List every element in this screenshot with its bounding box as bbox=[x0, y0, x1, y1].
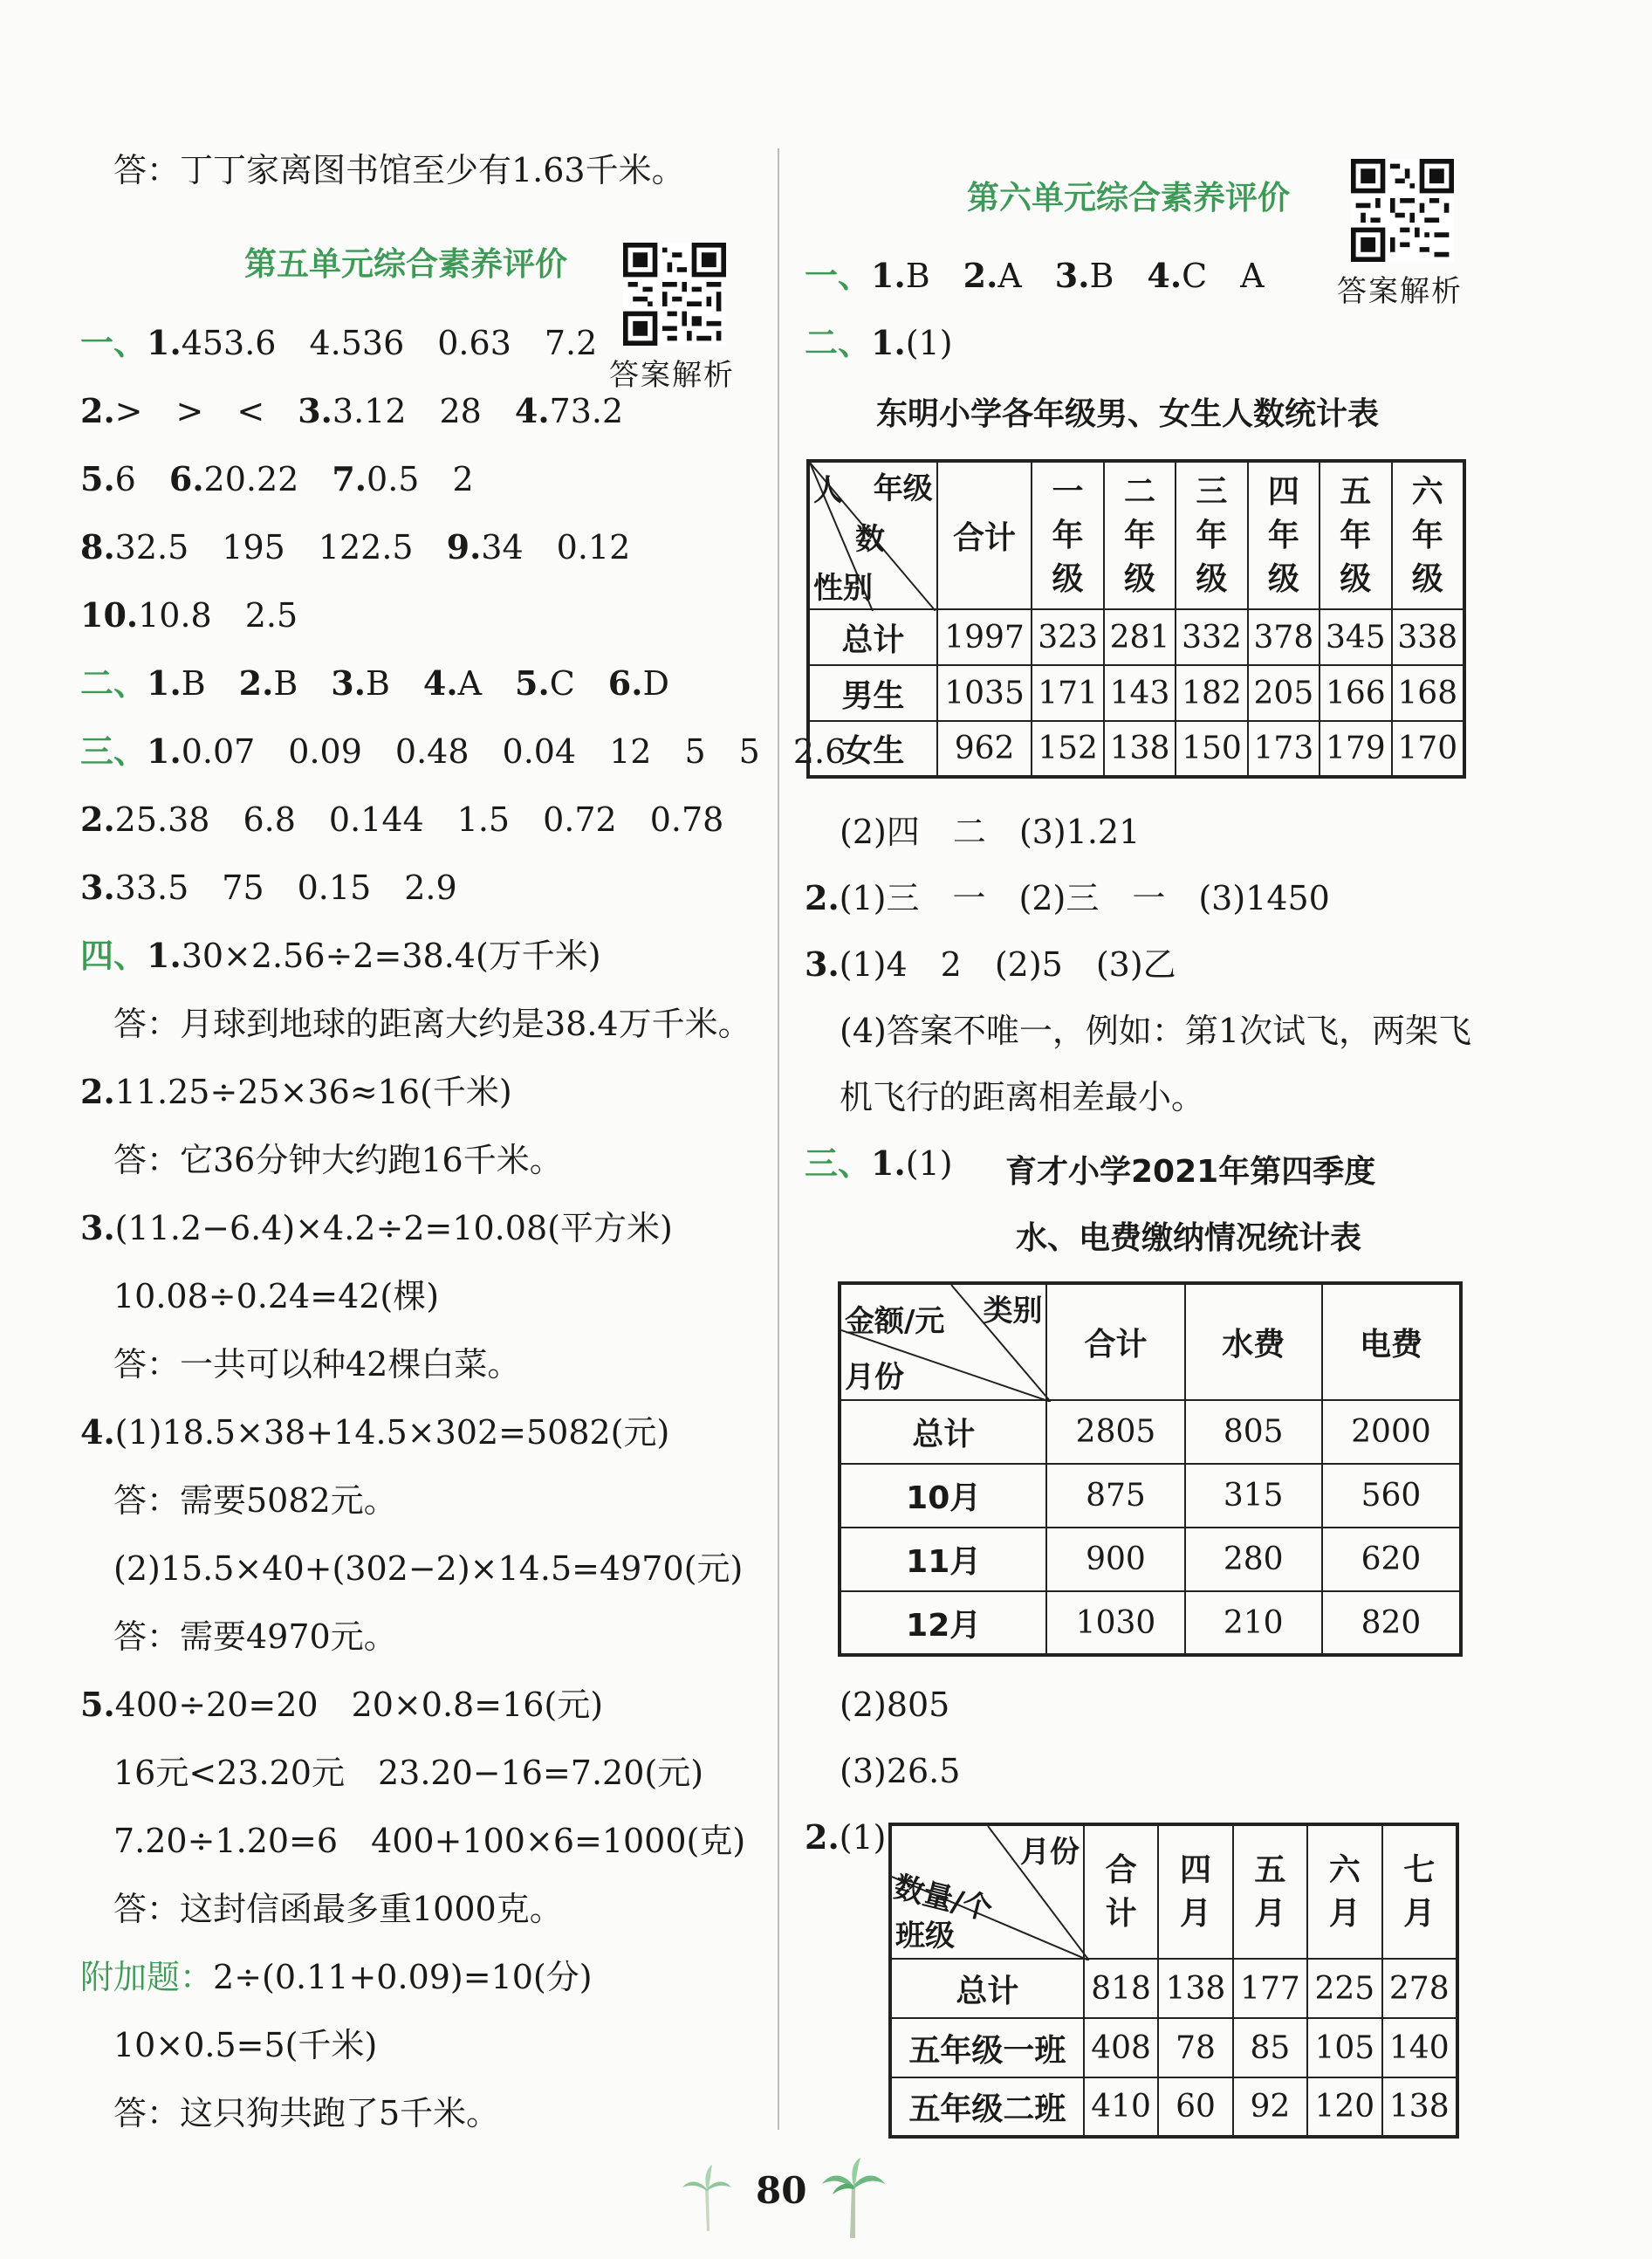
answer-line: 2.11.25÷25×36≈16(千米) bbox=[80, 1072, 512, 1111]
col-header: 四 月 bbox=[1158, 1824, 1232, 1959]
diag-label-bottom: 月份 bbox=[845, 1360, 904, 1395]
row-header: 五年级一班 bbox=[890, 2018, 1084, 2077]
table-row bbox=[808, 609, 1464, 665]
table-row bbox=[840, 1464, 1461, 1528]
col-header: 五 年 级 bbox=[1320, 461, 1391, 609]
table-cell: 280 bbox=[1185, 1528, 1322, 1591]
diag-label-mid2: 数 bbox=[855, 522, 885, 557]
row-header: 男生 bbox=[808, 665, 937, 721]
table-cell: 85 bbox=[1233, 2018, 1307, 2077]
palm-tree-icon bbox=[820, 2156, 887, 2240]
qr-label: 答案解析 bbox=[1337, 274, 1463, 309]
answer-line: 16元<23.20元 23.20−16=7.20(元) bbox=[113, 1754, 704, 1792]
table-cell: 1997 bbox=[937, 609, 1032, 665]
answer-line: 10×0.5=5(千米) bbox=[113, 2026, 378, 2064]
answer-line: 三、1.0.07 0.09 0.48 0.04 12 5 5 2.6 bbox=[80, 731, 847, 771]
answer-line: 2.(1)三 一 (2)三 一 (3)1450 bbox=[805, 878, 1330, 917]
table-cell: 281 bbox=[1104, 609, 1176, 665]
table-cell: 60 bbox=[1158, 2077, 1232, 2137]
table-cell: 138 bbox=[1382, 2077, 1457, 2137]
table-cell: 120 bbox=[1307, 2077, 1381, 2137]
table-cell: 177 bbox=[1233, 1959, 1307, 2018]
table-cell: 1030 bbox=[1046, 1591, 1184, 1655]
table-cell: 315 bbox=[1185, 1464, 1322, 1528]
diag-label-top: 年级 bbox=[873, 471, 933, 506]
answer-line: 二、1.(1) bbox=[805, 323, 953, 362]
col-header: 合 计 bbox=[1084, 1824, 1158, 1959]
table-cell: 173 bbox=[1248, 721, 1320, 777]
answer-line: 答：这封信函最多重1000克。 bbox=[113, 1890, 563, 1928]
answer-line: 机飞行的距离相差最小。 bbox=[840, 1078, 1205, 1116]
table-cell: 900 bbox=[1046, 1528, 1184, 1591]
answer-line: 四、1.30×2.56÷2=38.4(万千米) bbox=[80, 936, 601, 975]
table-cell: 179 bbox=[1320, 721, 1391, 777]
answer-line: 2.> > < 3.3.12 28 4.73.2 bbox=[80, 391, 624, 430]
table-cell: 92 bbox=[1233, 2077, 1307, 2137]
table-cell: 182 bbox=[1176, 665, 1247, 721]
table-cell: 820 bbox=[1322, 1591, 1461, 1655]
answer-line: (2)15.5×40+(302−2)×14.5=4970(元) bbox=[113, 1549, 744, 1588]
table-cell: 205 bbox=[1248, 665, 1320, 721]
answer-line: 三、1.(1) bbox=[805, 1143, 953, 1183]
unit6-title: 第六单元综合素养评价 bbox=[967, 179, 1290, 216]
row-header: 总计 bbox=[840, 1400, 1046, 1464]
table-cell: 408 bbox=[1084, 2018, 1158, 2077]
table-cell: 2805 bbox=[1046, 1400, 1184, 1464]
col-header: 合计 bbox=[937, 461, 1032, 609]
col-header: 合计 bbox=[1046, 1283, 1184, 1400]
table-cell: 805 bbox=[1185, 1400, 1322, 1464]
answer-line: 4.(1)18.5×38+14.5×302=5082(元) bbox=[80, 1412, 670, 1452]
diag-label-bottom: 班级 bbox=[895, 1919, 955, 1953]
answer-line: 附加题：2÷(0.11+0.09)=10(分) bbox=[80, 1958, 593, 1996]
answer-line: 3.(11.2−6.4)×4.2÷2=10.08(平方米) bbox=[80, 1208, 673, 1247]
palm-tree-icon bbox=[681, 2163, 733, 2233]
table-cell: 166 bbox=[1320, 665, 1391, 721]
diag-label-mid: 数量/个 bbox=[890, 1869, 997, 1928]
col-header: 电费 bbox=[1322, 1283, 1461, 1400]
table-cell: 105 bbox=[1307, 2018, 1381, 2077]
answer-line: 答：需要4970元。 bbox=[113, 1617, 397, 1656]
grade-gender-table bbox=[806, 459, 1466, 779]
table-cell: 332 bbox=[1176, 609, 1247, 665]
table-cell: 410 bbox=[1084, 2077, 1158, 2137]
table-cell: 210 bbox=[1185, 1591, 1322, 1655]
diagonal-header-cell bbox=[890, 1824, 1084, 1959]
answer-line: 10.08÷0.24=42(棵) bbox=[113, 1277, 440, 1315]
answer-line: (2)四 二 (3)1.21 bbox=[840, 813, 1141, 851]
qr-code-icon bbox=[623, 243, 726, 346]
diag-label-mid1: 人 bbox=[813, 473, 843, 508]
page-number: 80 bbox=[756, 2169, 807, 2212]
col-header: 二 年 级 bbox=[1104, 461, 1176, 609]
table-cell: 143 bbox=[1104, 665, 1176, 721]
table-row bbox=[890, 2077, 1457, 2137]
answer-line: 答：丁丁家离图书馆至少有1.63千米。 bbox=[113, 151, 685, 189]
answer-line: 答：一共可以种42棵白菜。 bbox=[113, 1345, 521, 1384]
answer-line: 答：它36分钟大约跑16千米。 bbox=[113, 1141, 563, 1179]
answer-line: 5.6 6.20.22 7.0.5 2 bbox=[80, 459, 474, 498]
answer-line: 5.400÷20=20 20×0.8=16(元) bbox=[80, 1685, 604, 1724]
answer-line: 答：这只狗共跑了5千米。 bbox=[113, 2094, 500, 2132]
table-cell: 875 bbox=[1046, 1464, 1184, 1528]
answer-line: 7.20÷1.20=6 400+100×6=1000(克) bbox=[113, 1822, 746, 1860]
class-month-table bbox=[888, 1823, 1459, 2139]
answer-line: 答：需要5082元。 bbox=[113, 1481, 397, 1520]
table2-title: 水、电费缴纳情况统计表 bbox=[1016, 1220, 1362, 1256]
table-cell: 962 bbox=[937, 721, 1032, 777]
table-cell: 338 bbox=[1392, 609, 1464, 665]
row-header: 总计 bbox=[808, 609, 937, 665]
table2-title: 育才小学2021年第四季度 bbox=[1005, 1154, 1376, 1190]
row-header: 总计 bbox=[890, 1959, 1084, 2018]
table-cell: 168 bbox=[1392, 665, 1464, 721]
col-header: 四 年 级 bbox=[1248, 461, 1320, 609]
col-header: 七 月 bbox=[1382, 1824, 1457, 1959]
answer-line: 3.33.5 75 0.15 2.9 bbox=[80, 868, 457, 907]
table-row bbox=[840, 1400, 1461, 1464]
diag-label-bottom: 性别 bbox=[813, 571, 873, 606]
col-header: 五 月 bbox=[1233, 1824, 1307, 1959]
table-row bbox=[840, 1591, 1461, 1655]
table-cell: 138 bbox=[1158, 1959, 1232, 2018]
table-row bbox=[808, 665, 1464, 721]
answer-line: 答：月球到地球的距离大约是38.4万千米。 bbox=[113, 1005, 751, 1043]
table-row bbox=[840, 1528, 1461, 1591]
col-header: 六 年 级 bbox=[1392, 461, 1464, 609]
table-cell: 140 bbox=[1382, 2018, 1457, 2077]
answer-line: 8.32.5 195 122.5 9.34 0.12 bbox=[80, 527, 631, 566]
table-cell: 150 bbox=[1176, 721, 1247, 777]
table-cell: 323 bbox=[1032, 609, 1103, 665]
answer-line: 3.(1)4 2 (2)5 (3)乙 bbox=[805, 944, 1176, 984]
table-cell: 171 bbox=[1032, 665, 1103, 721]
answer-line: 一、1.453.6 4.536 0.63 7.2 bbox=[80, 323, 598, 362]
table-cell: 152 bbox=[1032, 721, 1103, 777]
diag-label-top: 月份 bbox=[1019, 1835, 1080, 1870]
table-cell: 1035 bbox=[937, 665, 1032, 721]
table-cell: 225 bbox=[1307, 1959, 1381, 2018]
col-header: 一 年 级 bbox=[1032, 461, 1103, 609]
diag-label-top: 类别 bbox=[983, 1294, 1043, 1329]
table-cell: 560 bbox=[1322, 1464, 1461, 1528]
table-row bbox=[890, 2018, 1457, 2077]
answer-line: 10.10.8 2.5 bbox=[80, 595, 298, 635]
table1-title: 东明小学各年级男、女生人数统计表 bbox=[876, 396, 1380, 432]
answer-line: (3)26.5 bbox=[840, 1752, 961, 1790]
qr-label: 答案解析 bbox=[609, 358, 735, 393]
table-row bbox=[808, 721, 1464, 777]
answer-line: 2.25.38 6.8 0.144 1.5 0.72 0.78 bbox=[80, 800, 724, 839]
unit5-title: 第五单元综合素养评价 bbox=[244, 245, 567, 283]
answer-line: 2.(1) bbox=[805, 1817, 887, 1857]
table-row bbox=[890, 1959, 1457, 2018]
column-divider bbox=[778, 148, 779, 2130]
table-cell: 620 bbox=[1322, 1528, 1461, 1591]
table-cell: 818 bbox=[1084, 1959, 1158, 2018]
table-cell: 278 bbox=[1382, 1959, 1457, 2018]
table-cell: 138 bbox=[1104, 721, 1176, 777]
answer-line: 二、1.B 2.B 3.B 4.A 5.C 6.D bbox=[80, 663, 669, 703]
utility-fee-table bbox=[838, 1281, 1463, 1657]
table-cell: 345 bbox=[1320, 609, 1391, 665]
diagonal-header-cell bbox=[808, 461, 937, 609]
row-header: 11月 bbox=[840, 1528, 1046, 1591]
row-header: 女生 bbox=[808, 721, 937, 777]
diagonal-header-cell bbox=[840, 1283, 1046, 1400]
table-cell: 78 bbox=[1158, 2018, 1232, 2077]
row-header: 五年级二班 bbox=[890, 2077, 1084, 2137]
qr-code-icon bbox=[1351, 159, 1454, 262]
col-header: 六 月 bbox=[1307, 1824, 1381, 1959]
row-header: 10月 bbox=[840, 1464, 1046, 1528]
col-header: 三 年 级 bbox=[1176, 461, 1247, 609]
row-header: 12月 bbox=[840, 1591, 1046, 1655]
table-cell: 170 bbox=[1392, 721, 1464, 777]
diag-label-mid: 金额/元 bbox=[845, 1304, 945, 1339]
table-cell: 2000 bbox=[1322, 1400, 1461, 1464]
answer-line: (4)答案不唯一，例如：第1次试飞，两架飞 bbox=[840, 1012, 1472, 1050]
answer-line: (2)805 bbox=[840, 1686, 950, 1724]
table-cell: 378 bbox=[1248, 609, 1320, 665]
answer-line: 一、1.B 2.A 3.B 4.C A bbox=[805, 256, 1265, 295]
col-header: 水费 bbox=[1185, 1283, 1322, 1400]
